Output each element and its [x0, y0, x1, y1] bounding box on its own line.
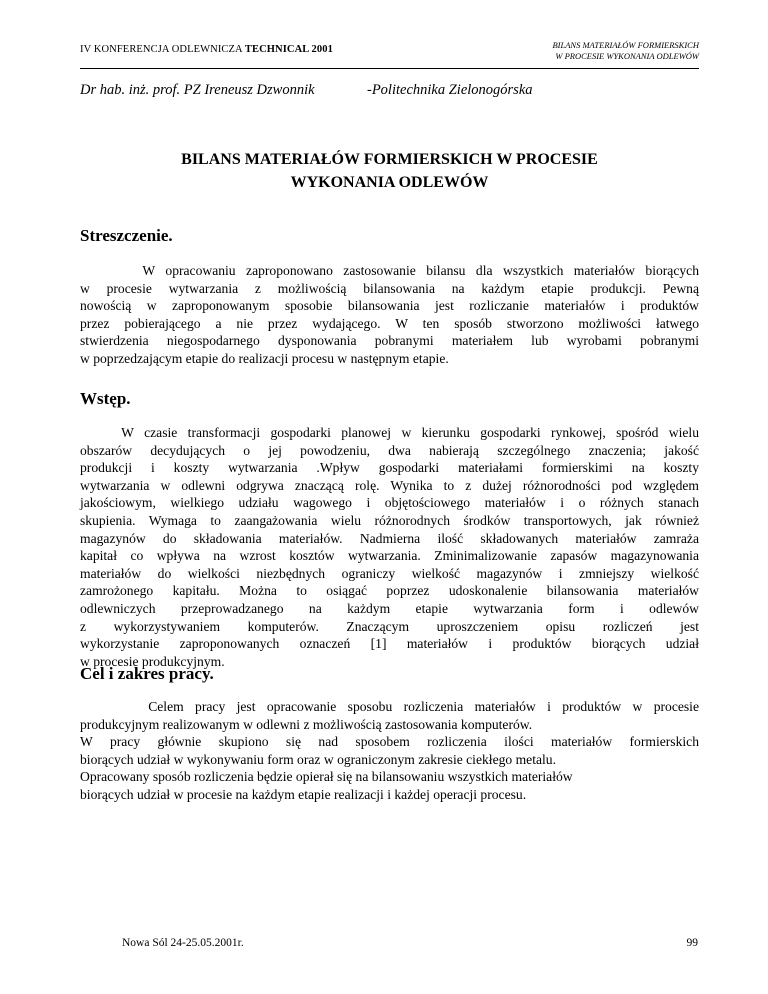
- paragraph-line: nowością w zaproponowanym sposobie bilansowania jest rozliczanie materiałów i produktów: [80, 298, 699, 314]
- paragraph-line: W pracy głównie skupiono się nad sposobem rozliczenia ilości materiałów formierskich: [80, 734, 699, 750]
- section-heading-abstract: Streszczenie.: [80, 226, 173, 245]
- conference-name-prefix: IV KONFERENCJA ODLEWNICZA: [80, 44, 243, 55]
- running-title: [552, 40, 699, 62]
- paragraph-line: przez pobierającego a nie przez wydającego. W ten sposób stworzono możliwości łatwego: [80, 315, 699, 331]
- paragraph-line: zamrożonego kapitału. Można to osiągać poprzez udoskonalenie bilansowania materiałów: [80, 583, 699, 599]
- conference-name-bold: TECHNICAL 2001: [244, 44, 333, 55]
- paragraph-line: w procesie wytwarzania z możliwością bilansowania na każdym etapie produkcji. Pewną: [80, 280, 699, 296]
- paragraph-line: w procesie produkcyjnym.: [80, 653, 225, 669]
- paper-title: [80, 148, 699, 194]
- paragraph-line: biorących udział w wykonywaniu form oraz w ograniczonym zakresie ciekłego metalu.: [80, 751, 556, 767]
- running-title-line-1: BILANS MATERIAŁÓW FORMIERSKICH: [552, 40, 699, 50]
- paragraph-line: z wykorzystywaniem komputerów. Znaczącym uproszczeniem opisu rozliczeń jest: [80, 618, 699, 634]
- footer-place-date: Nowa Sól 24-25.05.2001r.: [122, 937, 244, 949]
- paper-title-line-1: BILANS MATERIAŁÓW FORMIERSKICH W PROCESIE: [181, 151, 598, 168]
- paragraph-line: materiałów do wielkości niezbędnych ograniczy wielkość magazynów i zmniejszy wielkość: [80, 565, 699, 581]
- paragraph-line: odlewniczych przeprowadzanego na każdym etapie wytwarzania form i odlewów: [80, 600, 699, 616]
- paragraph-line: biorących udział w procesie na każdym etapie realizacji i każdej operacji procesu.: [80, 786, 527, 802]
- paragraph-line: W czasie transformacji gospodarki planowej w kierunku gospodarki rynkowej, spośród wielu: [80, 425, 699, 440]
- paragraph-line: stwierdzenia niegospodarnego dysponowania pobranymi materiałem lub wyrobami pobranymi: [80, 333, 699, 349]
- paragraph-line: Opracowany sposób rozliczenia będzie opierał się na bilansowaniu wszystkich materiałów: [80, 769, 573, 785]
- running-header: [80, 40, 699, 69]
- author-affiliation: -Politechnika Zielonogórska: [367, 82, 533, 98]
- paragraph-line: wytwarzania w odlewni odgrywa znaczącą rolę. Wynika to z dużej różnorodności pod względem: [80, 477, 699, 493]
- paragraph-line: produkcyjnym realizowanym w odlewni z możliwością zastosowania komputerów.: [80, 716, 533, 732]
- paper-title-line-2: WYKONANIA ODLEWÓW: [290, 174, 489, 191]
- conference-name: [80, 44, 333, 55]
- paragraph-line: Celem pracy jest opracowanie sposobu rozliczenia materiałów i produktów w procesie: [80, 699, 699, 714]
- abstract-paragraph: [80, 262, 699, 368]
- page-number: 99: [686, 937, 698, 949]
- section-heading-aim-and-scope: Cel i zakres pracy.: [80, 664, 214, 683]
- paragraph-line: skupienia. Wymaga to zaangażowania wielu różnorodnych środków transportowych, jak również: [80, 512, 699, 528]
- author-name: Dr hab. inż. prof. PZ Ireneusz Dzwonnik: [80, 82, 315, 98]
- paragraph-line: wykorzystanie zaproponowanych oznaczeń [1] materiałów i produktów biorących udział: [80, 636, 699, 652]
- running-title-line-2: W PROCESIE WYKONANIA ODLEWÓW: [555, 51, 699, 61]
- author-block: [80, 82, 533, 99]
- paragraph-line: jakościowym, wielkiego udziału wagowego i objętościowego materiałów i o różnych stanach: [80, 495, 699, 511]
- paragraph-line: W opracowaniu zaproponowano zastosowanie bilansu dla wszystkich materiałów biorących: [80, 263, 699, 278]
- paragraph-line: magazynów do składowania materiałów. Nadmierna ilość składowanych materiałów zamraża: [80, 530, 699, 546]
- paragraph-line: kapitał co wpływa na wzrost kosztów wytwarzania. Zminimalizowanie zapasów magazynowania: [80, 548, 699, 564]
- aim-and-scope-paragraph: [80, 698, 699, 804]
- section-heading-introduction: Wstęp.: [80, 389, 131, 408]
- introduction-paragraph: [80, 424, 699, 670]
- paragraph-line: w poprzedzającym etapie do realizacji procesu w następnym etapie.: [80, 350, 449, 366]
- paragraph-line: obszarów decydujących o jej powodzeniu, dwa nabierają szczególnego znaczenia; jakość: [80, 442, 699, 458]
- paragraph-line: produkcji i koszty wytwarzania .Wpływ gospodarki materiałami formierskimi na koszty: [80, 460, 699, 476]
